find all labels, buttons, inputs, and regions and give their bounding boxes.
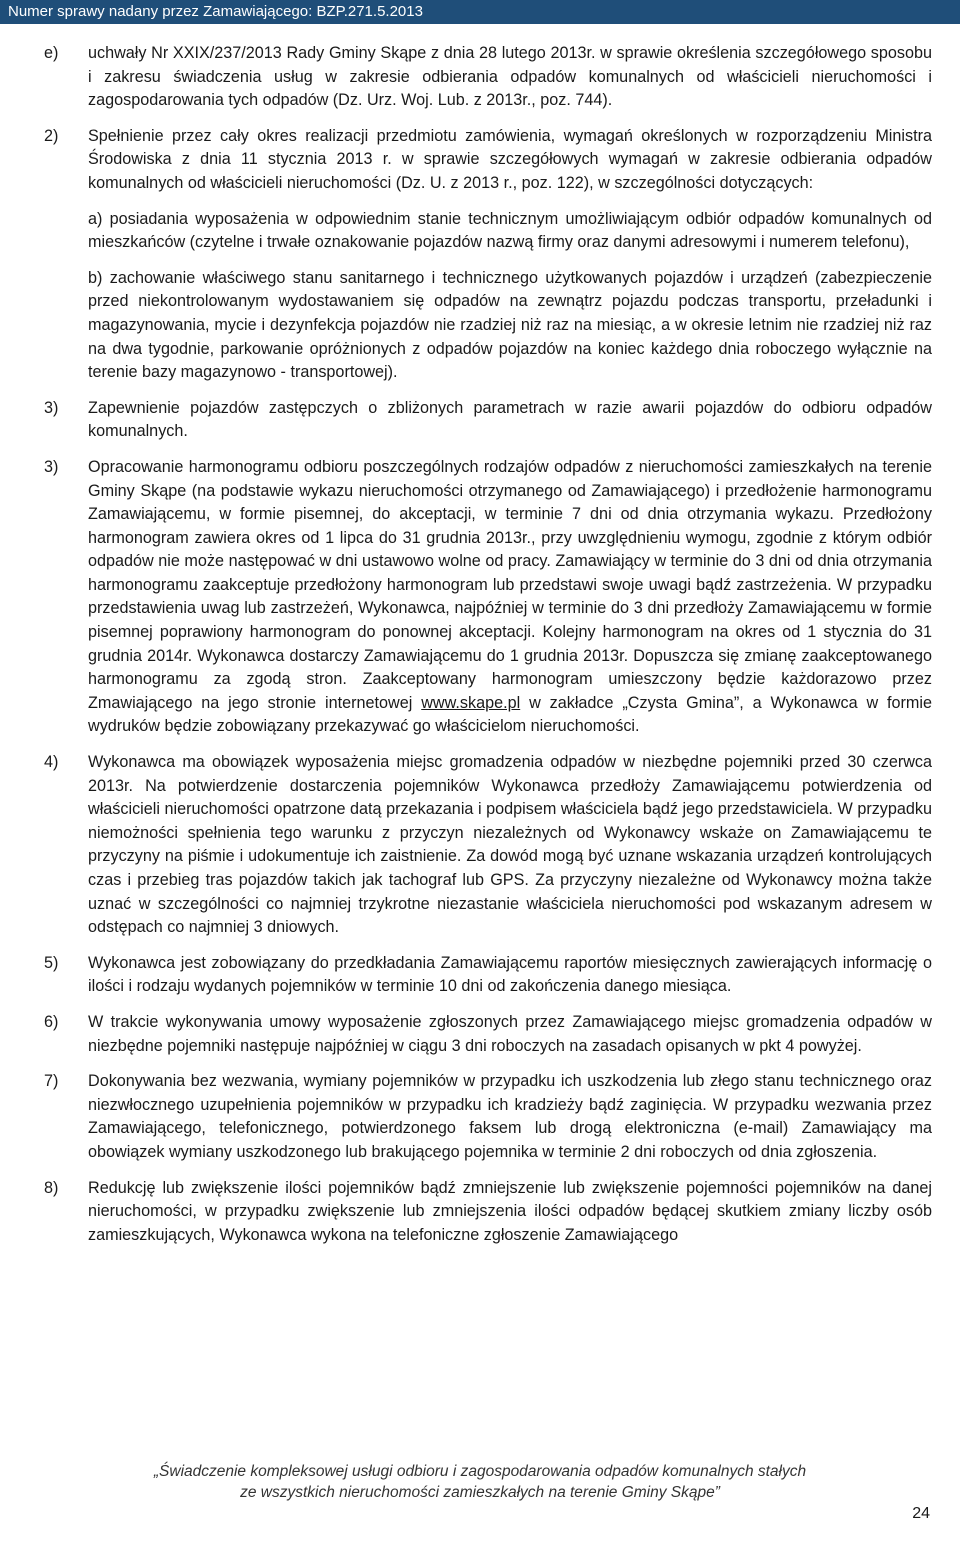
item-number: e) [44,44,59,62]
page-number: 24 [912,1505,930,1522]
sub-item-a: a) posiadania wyposażenia w odpowiednim stanie technicznym umożliwiającym odbiór odpadów komunalnych od mieszkańców (czytelne i trwałe oznakowanie pojazdów nazwą firmy oraz danymi adresowymi i numerem telefonu), [88,209,932,252]
item-number: 5) [44,953,59,972]
list-item-3b [44,456,932,739]
document-body [44,42,932,1259]
item-text: Spełnienie przez cały okres realizacji przedmiotu zamówienia, wymagań określonych w rozporządzeniu Ministra Środowiska z dnia 11 stycznia 2013 r. w sprawie szczegółowych wymagań w zakresie odbierania odpadów komunalnych od właścicieli nieruchomości (Dz. U. z 2013 r., poz. 122), w szczególności dotyczących: [88,126,932,192]
footer-line-2: ze wszystkich nieruchomości zamieszkałych na terenie Gminy Skąpe” [240,1484,720,1501]
list-item-7 [44,1070,932,1164]
list-item-8 [44,1177,932,1248]
case-number-text: Numer sprawy nadany przez Zamawiającego: BZP.271.5.2013 [8,3,423,20]
footer-line-1: „Świadczenie kompleksowej usługi odbioru i zagospodarowania odpadów komunalnych stałych [153,1463,807,1480]
item-text: uchwały Nr XXIX/237/2013 Rady Gminy Skąpe z dnia 28 lutego 2013r. w sprawie określenia szczegółowego sposobu i zakresu świadczenia usług w zakresie odbierania odpadów komunalnych od właścicieli nieruchomości i zagospodarowania tych odpadów (Dz. Urz. Woj. Lub. z 2013r., poz. 744). [88,44,932,110]
item-number: 6) [44,1012,59,1031]
list-item-4 [44,751,932,940]
item-number: 7) [44,1072,59,1091]
list-item-5 [44,952,932,999]
sub-item-b: b) zachowanie właściwego stanu sanitarnego i technicznego użytkowanych pojazdów i urządzeń (zabezpieczenie przed niekontrolowanym wydostawaniem się odpadów na zewnątrz pojazdu podczas transportu, przeładunki i magazynowania, mycie i dezynfekcja pojazdów nie rzadziej niż raz na miesiąc, a w okresie letnim nie rzadziej niż raz na dwa tygodnie, parkowanie opróżnionych z odpadów pojazdów na koniec każdego dnia roboczego wyłącznie na terenie bazy magazynowo - transportowej). [88,268,932,382]
item-text: Dokonywania bez wezwania, wymiany pojemników w przypadku ich uszkodzenia lub złego stanu technicznego oraz niezwłocznego uzupełnienia pojemników w przypadku ich kradzieży bądź zaginięcia. W przypadku wezwania przez Zamawiającego, telefonicznego, potwierdzonego faksem lub drogą elektroniczna (e-mail) Zamawiający ma obowiązek wymiany uszkodzonego lub brakującego pojemnika w terminie 2 dni roboczych od dnia zgłoszenia. [88,1072,932,1161]
document-header [0,0,960,24]
list-item-6 [44,1011,932,1058]
item-text-after-link: w zakładce „Czysta Gmina”, a Wykonawca w formie wydruków będzie zobowiązany przekazywać go właścicielom nieruchomości. [88,693,932,736]
item-text: W trakcie wykonywania umowy wyposażenie zgłoszonych przez Zamawiającego miejsc gromadzenia odpadów w niezbędne pojemniki następuje najpóźniej w ciągu 3 dni roboczych na zasadach opisanych w pkt 4 powyżej. [88,1012,932,1055]
item-text: Redukcję lub zwiększenie ilości pojemników bądź zmniejszenie lub zwiększenie pojemności pojemników na danej nieruchomości, w przypadku zwiększenie lub zmniejszenia ilości odpadów będącej skutkiem zmiany liczby osób zamieszkujących, Wykonawca wykona na telefoniczne zgłoszenie Zamawiającego [88,1178,932,1244]
item-number: 4) [44,753,59,772]
website-link[interactable]: www.skape.pl [421,693,521,712]
item-number: 3) [44,398,59,417]
list-item-2 [44,125,932,385]
item-text [88,456,932,739]
item-text: Zapewnienie pojazdów zastępczych o zbliżonych parametrach w razie awarii pojazdów do odbioru odpadów komunalnych. [88,398,932,441]
item-number: 3) [44,457,59,476]
item-text: Wykonawca jest zobowiązany do przedkładania Zamawiającemu raportów miesięcznych zawierających informację o ilości i rodzaju wydanych pojemników w terminie 10 dni od zakończenia danego miesiąca. [88,953,932,996]
item-number: 8) [44,1178,59,1197]
item-text-before-link: Opracowanie harmonogramu odbioru poszczególnych rodzajów odpadów z nieruchomości zamieszkałych na terenie Gminy Skąpe (na podstawie wykazu nieruchomości otrzymanego od Zamawiającego) i przedłożenie harmonogramu Zamawiającemu, w formie pisemnej, do akceptacji, w terminie 7 dni od dnia otrzymania wykazu. Przedłożony harmonogram zawiera okres od 1 lipca do 31 grudnia 2013r., przy uwzględnieniu wymogu, zgodnie z którym odbiór odpadów nie może następować w dni ustawowo wolne od pracy. Zamawiający w terminie do 3 dni od dnia otrzymania harmonogramu zaakceptuje przedłożony harmonogram lub przedstawi swoje uwagi bądź zastrzeżenia. W przypadku przedstawienia uwag lub zastrzeżeń, Wykonawca, najpóźniej w terminie do 3 dni przedłoży Zamawiającemu w formie pisemnej poprawiony harmonogram do ponownej akceptacji. Kolejny harmonogram na okres od 1 stycznia do 31 grudnia 2014r. Wykonawca dostarczy Zamawiającemu do 1 grudnia 2013r. Dopuszcza się zmianę zaakceptowanego harmonogramu za zgodą stron. Zaakceptowany harmonogram umieszczony będzie każdorazowo przez Zmawiającego na jego stronie internetowej [88,457,932,712]
item-number: 2) [44,126,59,145]
document-footer [0,1461,960,1503]
list-item-3 [44,397,932,444]
list-item-e [44,42,932,113]
item-text: Wykonawca ma obowiązek wyposażenia miejsc gromadzenia odpadów w niezbędne pojemniki przed 30 czerwca 2013r. Na potwierdzenie dostarczenia pojemników Wykonawca przedłoży Zamawiającemu potwierdzenia od właścicieli nieruchomości opatrzone datą przekazania i podpisem właściciela bądź jego przedstawiciela. W przypadku niemożności spełnienia tego warunku z przyczyn niezależnych od Wykonawcy wskaże on Zamawiającemu te przyczyny na piśmie i udokumentuje ich zaistnienie. Za dowód mogą być uznane wskazania urządzeń kontrolujących czas i przebieg tras pojazdów takich jak tachograf lub GPS. Za przyczyny niezależne od Wykonawcy można także uznać w szczególności co najmniej trzykrotne niezastanie właściciela nieruchomości pod wskazanym adresem w odstępach co najmniej 3 dniowych. [88,753,932,937]
